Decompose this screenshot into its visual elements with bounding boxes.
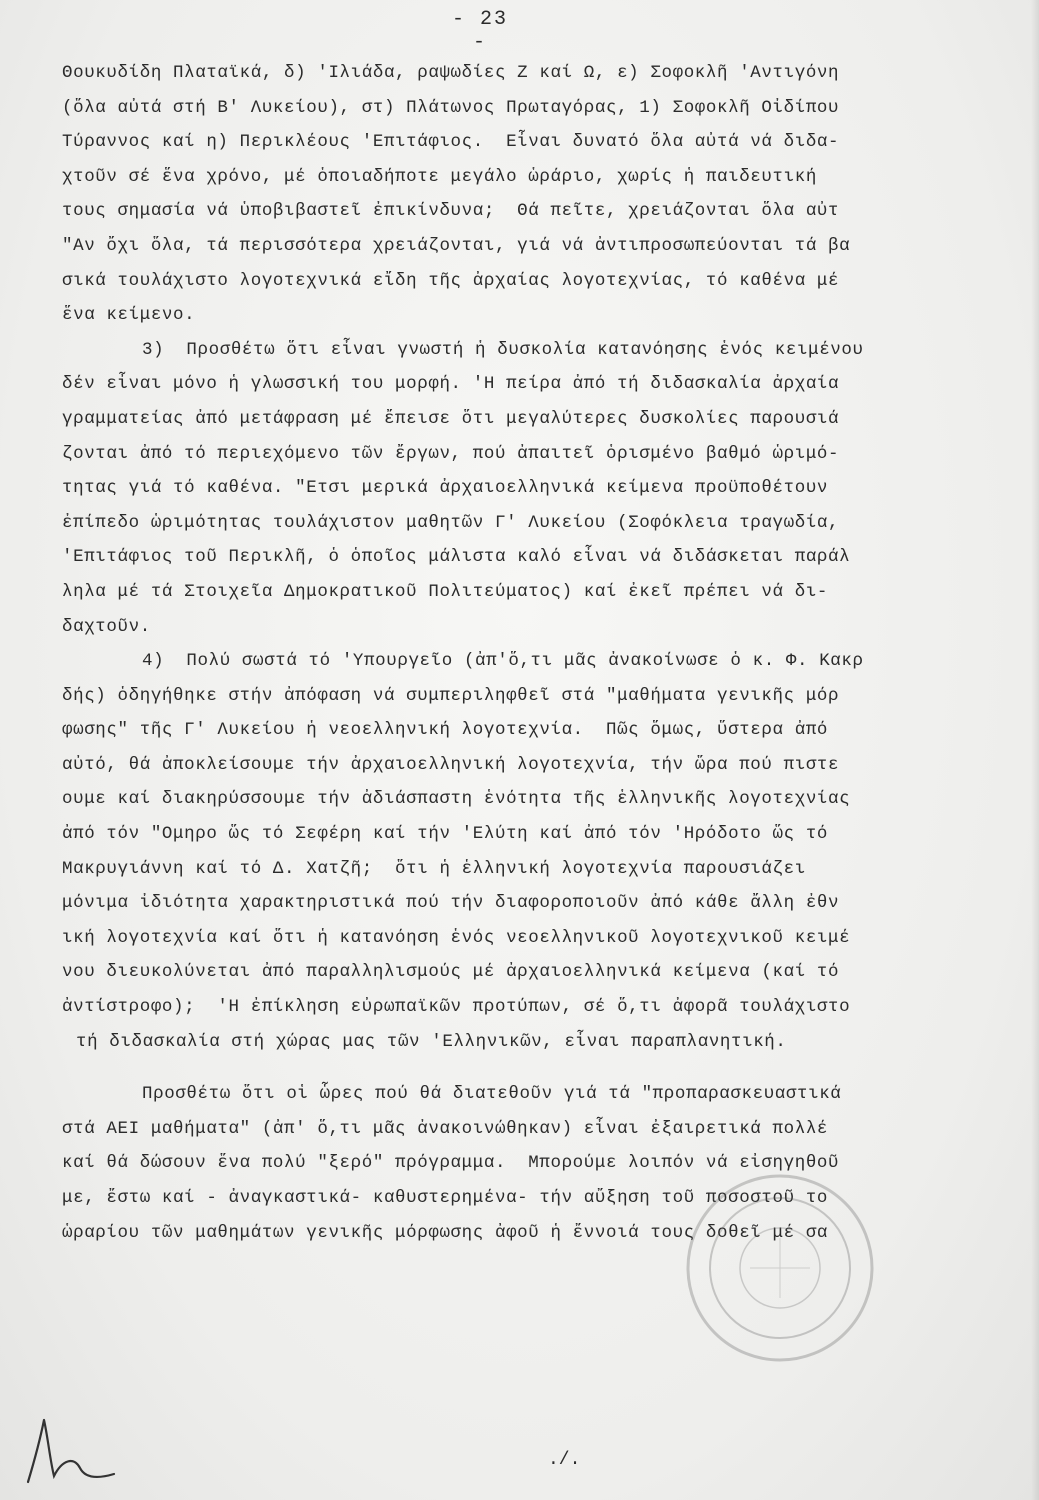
text-line: με, ἔστω καί - ἀναγκαστικά- καθυστερημένα- τήν αὔξηση τοῦ ποσοστοῦ το: [62, 1188, 829, 1208]
text-line: Τύραννος καί η) Περικλέους 'Επιτάφιος. Εἶναι δυνατό ὅλα αὐτά νά διδα-: [62, 132, 840, 153]
paragraph-point-4: [62, 644, 1036, 1059]
document-body: [62, 56, 1036, 1250]
text-line: ὡραρίου τῶν μαθημάτων γενικῆς μόρφωσης ἀφοῦ ἡ ἔννοιά τους δοθεῖ μέ σα: [62, 1222, 829, 1243]
text-line: τή διδασκαλία στή χώρας μας τῶν 'Ελληνικῶν, εἶναι παραπλανητική.: [76, 1031, 787, 1052]
text-line: στά ΑΕΙ μαθήματα" (ἀπ' ὅ,τι μᾶς ἀνακοινώθηκαν) εἶναι ἐξαιρετικά πολλέ: [62, 1118, 829, 1139]
archive-stamp: [680, 1168, 880, 1368]
text-line: 'Επιτάφιος τοῦ Περικλῆ, ὁ ὁποῖος μάλιστα καλό εἶναι νά διδάσκεται παράλ: [62, 547, 851, 568]
text-line: δής) ὁδηγήθηκε στήν ἀπόφαση νά συμπεριληφθεῖ στά "μαθήματα γενικῆς μόρ: [62, 685, 840, 706]
text-line: ἀπό τόν "Ομηρο ὥς τό Σεφέρη καί τήν 'Ελύτη καί ἀπό τόν 'Ηρόδοτο ὥς τό: [62, 824, 829, 845]
end-mark: ./.: [548, 1450, 581, 1470]
paragraph-point-3: [62, 333, 1036, 644]
text-line: "Αν ὄχι ὅλα, τά περισσότερα χρειάζονται, γιά νά ἀντιπροσωπεύονται τά βα: [62, 235, 851, 256]
text-line: δαχτοῦν.: [62, 616, 151, 637]
paragraph-course-list: [62, 56, 1036, 333]
text-line: σικά τουλάχιστο λογοτεχνικά εἴδη τῆς ἀρχαίας λογοτεχνίας, τό καθένα μέ: [62, 270, 840, 291]
page-edge-shadow: [1031, 0, 1039, 1500]
page-number: - 23 -: [451, 8, 508, 54]
text-line: ουμε καί διακηρύσσουμε τήν ἀδιάσπαστη ἑνότητα τῆς ἑλληνικῆς λογοτεχνίας: [62, 789, 851, 810]
text-line: Θουκυδίδη Πλαταϊκά, δ) 'Ιλιάδα, ραψωδίες Ζ καί Ω, ε) Σοφοκλῆ 'Αντιγόνη: [62, 63, 840, 83]
text-line: τους σημασία νά ὑποβιβαστεῖ ἐπικίνδυνα; Θά πεῖτε, χρειάζονται ὅλα αὐτ: [62, 201, 840, 222]
text-line: ἀντίστροφο); 'Η ἐπίκληση εὐρωπαϊκῶν προτύπων, σέ ὅ,τι ἀφορᾶ τουλάχιστο: [62, 997, 851, 1018]
text-line: τητας γιά τό καθένα. "Ετσι μερικά ἀρχαιοελληνικά κείμενα προϋποθέτουν: [62, 478, 829, 499]
text-line: γραμματείας ἀπό μετάφραση μέ ἔπεισε ὅτι μεγαλύτερες δυσκολίες παρουσιά: [62, 408, 840, 429]
text-line: ζονται ἀπό τό περιεχόμενο τῶν ἔργων, πού ἀπαιτεῖ ὁρισμένο βαθμό ὡριμό-: [62, 443, 840, 464]
text-line: καί θά δώσουν ἕνα πολύ "ξερό" πρόγραμμα. Μπορούμε λοιπόν νά εἰσηγηθοῦ: [62, 1153, 840, 1174]
text-line: νου διευκολύνεται ἀπό παραλληλισμούς μέ ἀρχαιοελληνικά κείμενα (καί τό: [62, 962, 840, 983]
text-line: 4) Πολύ σωστά τό 'Υπουργεῖο (ἀπ'ὅ,τι μᾶς ἀνακοίνωσε ὁ κ. Φ. Κακρ: [142, 651, 864, 672]
text-line: ληλα μέ τά Στοιχεῖα Δημοκρατικοῦ Πολιτεύματος) καί ἐκεῖ πρέπει νά δι-: [62, 581, 829, 602]
text-line: Προσθέτω ὅτι οἱ ὧρες πού θά διατεθοῦν γιά τά "προπαρασκευαστικά: [142, 1084, 842, 1105]
paragraph-gap: [62, 1059, 1036, 1077]
text-line: ἕνα κείμενο.: [62, 305, 196, 326]
text-line: ἐπίπεδο ὡριμότητας τουλάχιστον μαθητῶν Γ' Λυκείου (Σοφόκλεια τραγωδία,: [62, 512, 840, 533]
text-line: ική λογοτεχνία καί ὅτι ἡ κατανόηση ἑνός νεοελληνικοῦ λογοτεχνικοῦ κειμέ: [62, 927, 851, 948]
text-line: μόνιμα ἰδιότητα χαρακτηριστικά πού τήν διαφοροποιοῦν ἀπό κάθε ἄλλη ἐθν: [62, 893, 840, 914]
paragraph-additional-hours: [62, 1077, 1036, 1250]
text-line: χτοῦν σέ ἕνα χρόνο, μέ ὁποιαδήποτε μεγάλο ὡράριο, χωρίς ἡ παιδευτική: [62, 166, 817, 187]
text-line: 3) Προσθέτω ὅτι εἶναι γνωστή ἡ δυσκολία κατανόησης ἑνός κειμένου: [142, 339, 864, 360]
text-line: δέν εἶναι μόνο ἡ γλωσσική του μορφή. 'Η πείρα ἀπό τή διδασκαλία ἀρχαία: [62, 374, 840, 395]
text-line: φωσης" τῆς Γ' Λυκείου ἡ νεοελληνική λογοτεχνία. Πῶς ὅμως, ὕστερα ἀπό: [62, 720, 829, 741]
text-line: (ὅλα αὐτά στή Β' Λυκείου), στ) Πλάτωνος Πρωταγόρας, 1) Σοφοκλῆ Οἰδίπου: [62, 97, 840, 118]
handwritten-signature: [14, 1410, 124, 1490]
text-line: αὐτό, θά ἀποκλείσουμε τήν ἀρχαιοελληνική λογοτεχνία, τήν ὥρα πού πιστε: [62, 754, 840, 775]
text-line: Μακρυγιάννη καί τό Δ. Χατζῆ; ὅτι ἡ ἑλληνική λογοτεχνία παρουσιάζει: [62, 858, 806, 879]
